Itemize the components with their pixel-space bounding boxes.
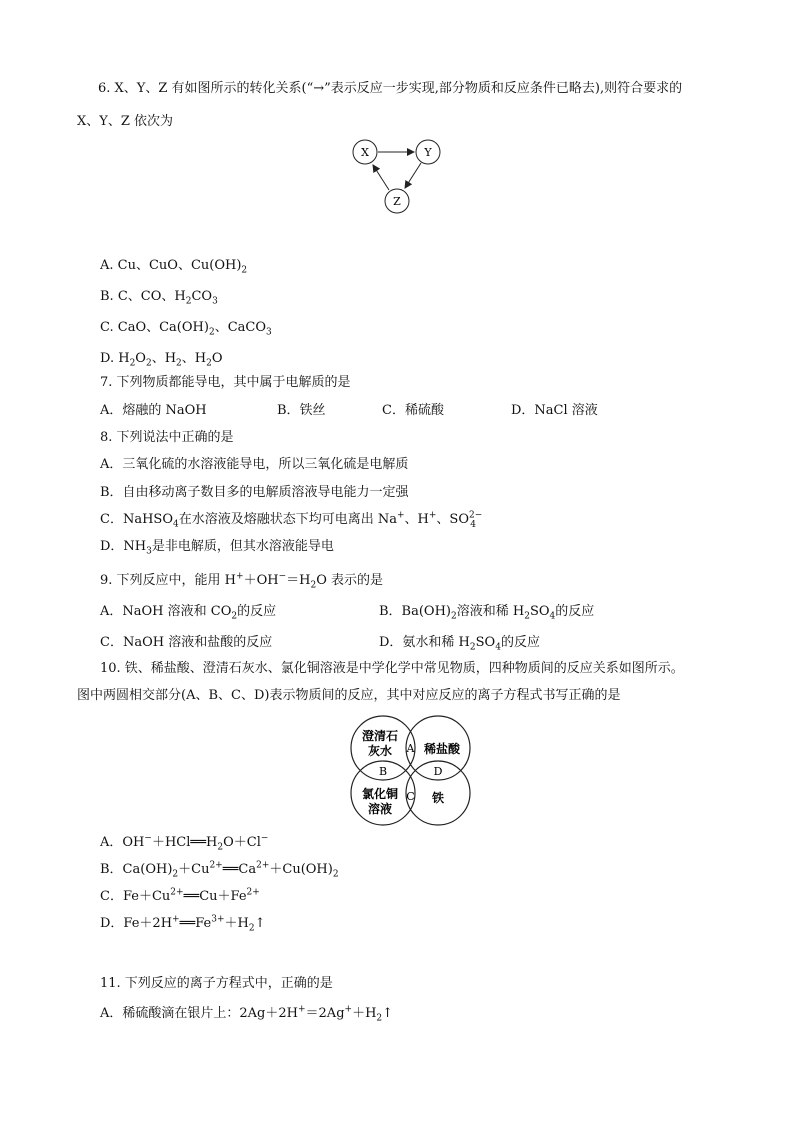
q6-conversion-diagram xyxy=(345,135,450,220)
q11-stem: 11. 下列反应的离子方程式中，正确的是 xyxy=(100,976,333,991)
q6-stem-line1: 6. X、Y、Z 有如图所示的转化关系(“→”表示反应一步实现,部分物质和反应条件已略去),则符合要求的 xyxy=(98,81,683,96)
q6-option-b: B. C、CO、$H_2CO_3$ xyxy=(100,289,218,307)
q6-option-c: C. CaO、$Ca(OH)_2$、CaCO$_3$ xyxy=(100,320,272,338)
q7-option-c: C．稀硫酸 xyxy=(382,403,444,418)
q6-option-a: A. Cu、CuO、$Cu(OH)_2$ xyxy=(100,258,248,276)
q8-option-d: D．$NH_3$是非电解质，但其水溶液能导电 xyxy=(100,539,334,557)
q10-option-b: B．$Ca(OH)_2+Cu^{2+}══Ca^{2+}+Cu(OH)_2$ xyxy=(100,860,339,880)
label-limewater-1: 澄清石 xyxy=(361,729,399,743)
q8-option-c: C．NaHSO$_4$在水溶液及熔融状态下均可电离出 Na+、H+、$SO^{2-}_4$ xyxy=(100,510,483,530)
q10-stem-line2: 图中两圆相交部分(A、B、C、D)表示物质间的反应，其中对应反应的离子方程式书写正确的是 xyxy=(77,688,621,703)
q6-option-d: D. $H_2O_2$、$H_2$、$H_2O$ xyxy=(100,351,223,369)
q8-stem: 8. 下列说法中正确的是 xyxy=(100,430,234,445)
q8-option-b: B．自由移动离子数目多的电解质溶液导电能力一定强 xyxy=(100,485,409,500)
intersection-a: A xyxy=(406,742,415,755)
intersection-b: B xyxy=(378,765,388,778)
q6-stem-line2: X、Y、Z 依次为 xyxy=(77,114,174,129)
q10-option-a: A．$OH^-+HCl══H_2O+Cl^-$ xyxy=(100,833,269,853)
q7-option-a: A．熔融的 NaOH xyxy=(100,403,207,418)
q9-option-c: C．NaOH 溶液和盐酸的反应 xyxy=(100,635,273,650)
arrow-y-to-z xyxy=(405,163,421,188)
label-copper-chloride-2: 溶液 xyxy=(367,802,393,816)
label-copper-chloride-1: 氯化铜 xyxy=(361,787,399,801)
q10-stem-line1: 10. 铁、稀盐酸、澄清石灰水、氯化铜溶液是中学化学中常见物质，四种物质间的反应关系如图所示。 xyxy=(100,661,684,676)
intersection-c: C xyxy=(406,790,415,803)
node-x-label: X xyxy=(361,146,369,159)
q9-option-d: D．氨水和稀 $H_2SO_4$的反应 xyxy=(379,635,540,653)
label-iron: 铁 xyxy=(431,791,445,805)
q9-option-b: B．$Ba(OH)_2$溶液和稀 $H_2SO_4$的反应 xyxy=(379,604,595,622)
q9-option-a: A．NaOH 溶液和 $CO_2$的反应 xyxy=(100,604,277,622)
q10-option-c: C．$Fe+Cu^{2+}══Cu+Fe^{2+}$ xyxy=(100,887,260,904)
q8-option-a: A．三氧化硫的水溶液能导电，所以三氧化硫是电解质 xyxy=(100,457,409,472)
label-limewater-2: 灰水 xyxy=(367,744,393,758)
q7-stem: 7. 下列物质都能导电，其中属于电解质的是 xyxy=(100,375,351,390)
intersection-d: D xyxy=(433,765,443,778)
q9-stem: 9. 下列反应中，能用 $H^++OH^-=H_2O$ 表示的是 xyxy=(100,571,383,591)
q7-option-b: B．铁丝 xyxy=(277,403,326,418)
arrow-z-to-x xyxy=(373,165,389,190)
node-y-label: Y xyxy=(424,146,432,159)
node-z-label: Z xyxy=(393,195,401,208)
q7-option-d: D．NaCl 溶液 xyxy=(511,403,598,418)
label-hydrochloric-acid: 稀盐酸 xyxy=(423,742,461,756)
q10-venn-diagram xyxy=(345,714,475,826)
q11-option-a: A．稀硫酸滴在银片上：$2Ag+2H^+=2Ag^++H_2↑$ xyxy=(100,1004,394,1024)
q10-option-d: D．$Fe+2H^+══Fe^{3+}+H_2↑$ xyxy=(100,914,266,934)
